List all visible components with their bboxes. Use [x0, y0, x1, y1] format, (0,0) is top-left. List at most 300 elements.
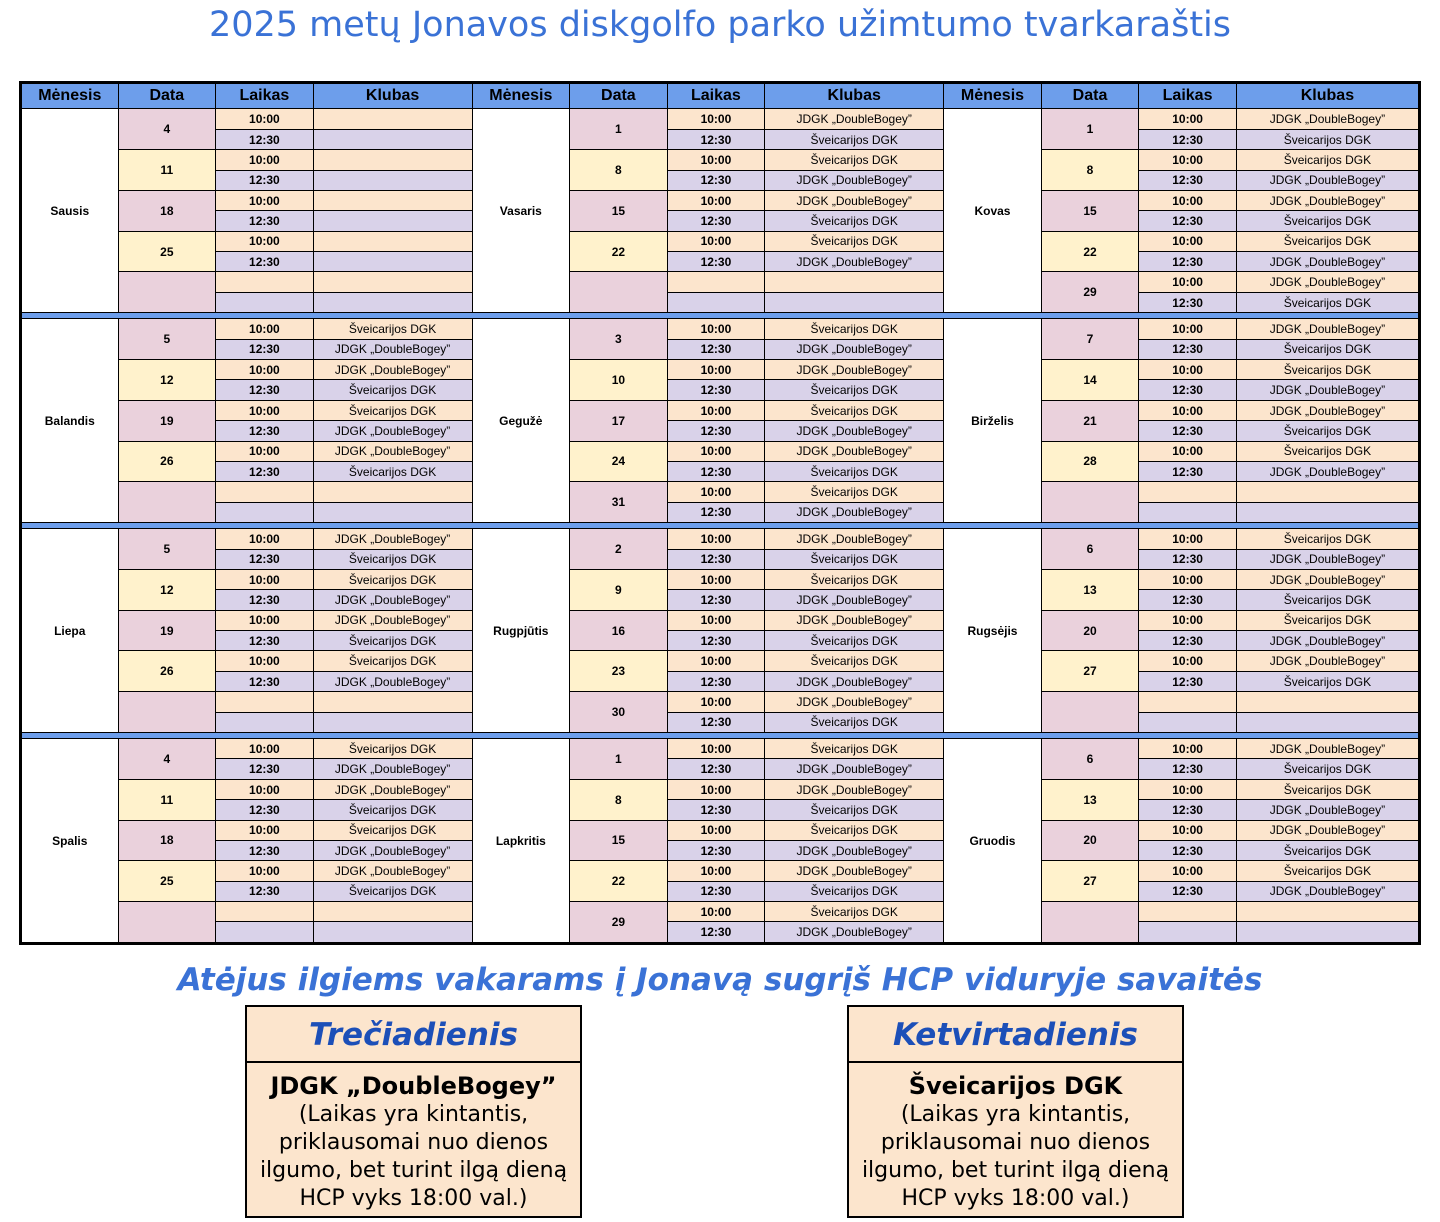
club-cell [1236, 922, 1419, 944]
club-cell: JDGK „DoubleBogey” [1236, 170, 1419, 190]
club-cell: Šveicarijos DGK [765, 820, 944, 840]
club-cell: Šveicarijos DGK [765, 211, 944, 231]
time-cell: 12:30 [216, 800, 314, 820]
club-cell: Šveicarijos DGK [313, 549, 472, 569]
time-cell: 12:30 [667, 881, 765, 901]
time-cell: 12:30 [667, 840, 765, 860]
date-cell: 1 [570, 109, 668, 150]
time-cell: 10:00 [216, 441, 314, 461]
club-cell: JDGK „DoubleBogey” [765, 922, 944, 944]
table-row [21, 671, 1420, 691]
club-cell: JDGK „DoubleBogey” [313, 861, 472, 881]
time-cell: 10:00 [216, 360, 314, 380]
time-cell: 12:30 [1139, 840, 1237, 860]
table-row [21, 211, 1420, 231]
time-cell: 12:30 [667, 549, 765, 569]
time-cell: 10:00 [1139, 569, 1237, 589]
club-cell: JDGK „DoubleBogey” [313, 671, 472, 691]
time-cell: 10:00 [1139, 820, 1237, 840]
date-cell: 4 [118, 739, 216, 780]
club-cell: Šveicarijos DGK [765, 712, 944, 732]
date-cell: 2 [570, 529, 668, 570]
time-cell: 10:00 [1139, 231, 1237, 251]
club-cell [313, 922, 472, 944]
month-cell: Gegužė [472, 319, 570, 523]
table-row [21, 380, 1420, 400]
table-row [21, 502, 1420, 522]
date-cell: 12 [118, 569, 216, 610]
thursday-box [847, 1005, 1184, 1218]
time-cell: 12:30 [667, 671, 765, 691]
header-club: Klubas [765, 83, 944, 109]
club-cell [1236, 712, 1419, 732]
club-cell: JDGK „DoubleBogey” [1236, 319, 1419, 339]
club-cell: Šveicarijos DGK [1236, 529, 1419, 549]
thursday-title: Ketvirtadienis [849, 1007, 1182, 1063]
date-cell [118, 272, 216, 313]
table-row [21, 840, 1420, 860]
time-cell [216, 482, 314, 502]
date-cell: 25 [118, 861, 216, 902]
club-cell: JDGK „DoubleBogey” [313, 529, 472, 549]
month-cell: Kovas [944, 109, 1042, 313]
time-cell: 10:00 [216, 190, 314, 210]
club-cell: JDGK „DoubleBogey” [1236, 109, 1419, 129]
time-cell: 10:00 [216, 739, 314, 759]
date-cell: 22 [1041, 231, 1139, 272]
table-row [21, 441, 1420, 461]
date-cell: 24 [570, 441, 668, 482]
time-cell: 12:30 [216, 421, 314, 441]
club-cell: JDGK „DoubleBogey” [765, 109, 944, 129]
time-cell [216, 502, 314, 522]
club-cell [313, 129, 472, 149]
time-cell: 12:30 [1139, 129, 1237, 149]
table-row [21, 319, 1420, 339]
time-cell: 12:30 [216, 380, 314, 400]
club-cell [313, 231, 472, 251]
club-cell: Šveicarijos DGK [765, 569, 944, 589]
table-row [21, 482, 1420, 502]
club-cell [765, 292, 944, 312]
time-cell: 10:00 [216, 319, 314, 339]
date-cell: 29 [1041, 272, 1139, 313]
club-cell: Šveicarijos DGK [765, 150, 944, 170]
date-cell: 27 [1041, 651, 1139, 692]
time-cell [667, 272, 765, 292]
header-date: Data [1041, 83, 1139, 109]
time-cell [667, 292, 765, 312]
date-cell [1041, 482, 1139, 523]
date-cell: 10 [570, 360, 668, 401]
date-cell: 19 [118, 610, 216, 651]
club-cell [313, 692, 472, 712]
time-cell: 12:30 [1139, 800, 1237, 820]
table-row [21, 861, 1420, 881]
time-cell: 12:30 [216, 252, 314, 272]
date-cell: 7 [1041, 319, 1139, 360]
club-cell: JDGK „DoubleBogey” [765, 360, 944, 380]
date-cell: 28 [1041, 441, 1139, 482]
time-cell: 10:00 [667, 441, 765, 461]
club-cell: JDGK „DoubleBogey” [1236, 569, 1419, 589]
club-cell: Šveicarijos DGK [1236, 759, 1419, 779]
time-cell: 12:30 [1139, 590, 1237, 610]
table-row [21, 461, 1420, 481]
time-cell: 12:30 [667, 421, 765, 441]
club-cell [313, 211, 472, 231]
club-cell: Šveicarijos DGK [1236, 150, 1419, 170]
time-cell: 12:30 [667, 211, 765, 231]
time-cell: 10:00 [1139, 529, 1237, 549]
time-cell: 12:30 [216, 211, 314, 231]
club-cell: JDGK „DoubleBogey” [765, 529, 944, 549]
date-cell [1041, 902, 1139, 944]
club-cell: Šveicarijos DGK [1236, 779, 1419, 799]
club-cell [313, 482, 472, 502]
time-cell: 10:00 [1139, 360, 1237, 380]
time-cell: 10:00 [216, 651, 314, 671]
time-cell: 12:30 [667, 712, 765, 732]
time-cell: 12:30 [216, 170, 314, 190]
time-cell [216, 692, 314, 712]
table-row [21, 292, 1420, 312]
club-cell: Šveicarijos DGK [313, 400, 472, 420]
time-cell: 10:00 [216, 109, 314, 129]
club-cell: JDGK „DoubleBogey” [1236, 631, 1419, 651]
club-cell: Šveicarijos DGK [765, 549, 944, 569]
time-cell: 10:00 [667, 150, 765, 170]
time-cell: 12:30 [667, 759, 765, 779]
table-row [21, 150, 1420, 170]
club-cell: Šveicarijos DGK [313, 820, 472, 840]
club-cell: JDGK „DoubleBogey” [765, 759, 944, 779]
table-row [21, 800, 1420, 820]
club-cell: JDGK „DoubleBogey” [313, 339, 472, 359]
date-cell: 27 [1041, 861, 1139, 902]
club-cell: Šveicarijos DGK [1236, 231, 1419, 251]
month-cell: Lapkritis [472, 739, 570, 944]
time-cell: 10:00 [667, 739, 765, 759]
table-row [21, 549, 1420, 569]
club-cell: JDGK „DoubleBogey” [1236, 651, 1419, 671]
table-row [21, 109, 1420, 129]
time-cell: 12:30 [216, 840, 314, 860]
time-cell: 12:30 [216, 759, 314, 779]
club-cell: JDGK „DoubleBogey” [765, 170, 944, 190]
club-cell: Šveicarijos DGK [313, 461, 472, 481]
table-header-row [21, 83, 1420, 109]
time-cell [1139, 692, 1237, 712]
header-month: Mėnesis [472, 83, 570, 109]
club-cell: JDGK „DoubleBogey” [765, 692, 944, 712]
time-cell: 12:30 [1139, 252, 1237, 272]
club-cell: JDGK „DoubleBogey” [1236, 820, 1419, 840]
time-cell: 10:00 [667, 861, 765, 881]
club-cell: Šveicarijos DGK [313, 319, 472, 339]
time-cell: 10:00 [1139, 400, 1237, 420]
table-row [21, 129, 1420, 149]
date-cell: 5 [118, 319, 216, 360]
date-cell: 30 [570, 692, 668, 733]
club-cell [313, 190, 472, 210]
club-cell: JDGK „DoubleBogey” [1236, 549, 1419, 569]
time-cell: 10:00 [667, 692, 765, 712]
table-row [21, 272, 1420, 292]
club-cell: Šveicarijos DGK [765, 881, 944, 901]
thursday-club: Šveicarijos DGK [908, 1072, 1123, 1100]
table-row [21, 922, 1420, 944]
club-cell: Šveicarijos DGK [1236, 861, 1419, 881]
time-cell: 12:30 [667, 631, 765, 651]
time-cell: 10:00 [1139, 272, 1237, 292]
time-cell [1139, 712, 1237, 732]
date-cell: 31 [570, 482, 668, 523]
club-cell: JDGK „DoubleBogey” [765, 190, 944, 210]
club-cell: Šveicarijos DGK [313, 569, 472, 589]
date-cell: 6 [1041, 739, 1139, 780]
time-cell: 12:30 [667, 252, 765, 272]
time-cell: 10:00 [1139, 610, 1237, 630]
time-cell: 10:00 [1139, 190, 1237, 210]
club-cell: Šveicarijos DGK [1236, 339, 1419, 359]
header-time: Laikas [1139, 83, 1237, 109]
club-cell [313, 712, 472, 732]
time-cell: 12:30 [1139, 759, 1237, 779]
club-cell: Šveicarijos DGK [313, 631, 472, 651]
time-cell: 12:30 [667, 590, 765, 610]
time-cell: 12:30 [1139, 549, 1237, 569]
club-cell: JDGK „DoubleBogey” [313, 779, 472, 799]
club-cell [313, 170, 472, 190]
month-cell: Rugpjūtis [472, 529, 570, 733]
time-cell: 12:30 [216, 590, 314, 610]
time-cell: 12:30 [1139, 170, 1237, 190]
time-cell: 10:00 [1139, 150, 1237, 170]
hcp-note: Atėjus ilgiems vakarams į Jonavą sugrįš HCP viduryje savaitės [177, 962, 1263, 998]
club-cell: JDGK „DoubleBogey” [765, 421, 944, 441]
date-cell: 20 [1041, 820, 1139, 861]
time-cell: 12:30 [1139, 421, 1237, 441]
club-cell: JDGK „DoubleBogey” [1236, 881, 1419, 901]
time-cell [216, 272, 314, 292]
time-cell [1139, 922, 1237, 944]
time-cell: 12:30 [1139, 671, 1237, 691]
time-cell: 10:00 [667, 902, 765, 922]
club-cell: JDGK „DoubleBogey” [765, 441, 944, 461]
date-cell: 8 [570, 150, 668, 191]
time-cell: 10:00 [667, 569, 765, 589]
club-cell: Šveicarijos DGK [313, 651, 472, 671]
date-cell: 13 [1041, 569, 1139, 610]
table-row [21, 610, 1420, 630]
club-cell: JDGK „DoubleBogey” [313, 610, 472, 630]
club-cell: Šveicarijos DGK [765, 380, 944, 400]
time-cell: 12:30 [216, 129, 314, 149]
time-cell: 10:00 [667, 319, 765, 339]
time-cell: 10:00 [1139, 441, 1237, 461]
date-cell [1041, 692, 1139, 733]
club-cell: JDGK „DoubleBogey” [1236, 461, 1419, 481]
table-row [21, 421, 1420, 441]
header-month: Mėnesis [944, 83, 1042, 109]
time-cell: 12:30 [1139, 881, 1237, 901]
month-cell: Spalis [21, 739, 119, 944]
date-cell: 13 [1041, 779, 1139, 820]
table-row [21, 339, 1420, 359]
club-cell: JDGK „DoubleBogey” [765, 779, 944, 799]
time-cell [216, 712, 314, 732]
header-club: Klubas [313, 83, 472, 109]
table-row [21, 692, 1420, 712]
club-cell [1236, 692, 1419, 712]
date-cell: 15 [570, 190, 668, 231]
time-cell: 12:30 [216, 461, 314, 481]
time-cell: 12:30 [667, 170, 765, 190]
date-cell: 19 [118, 400, 216, 441]
time-cell [1139, 482, 1237, 502]
date-cell [118, 692, 216, 733]
club-cell: JDGK „DoubleBogey” [1236, 739, 1419, 759]
month-cell: Vasaris [472, 109, 570, 313]
table-row [21, 779, 1420, 799]
time-cell: 10:00 [216, 779, 314, 799]
club-cell [765, 272, 944, 292]
table-row [21, 881, 1420, 901]
date-cell: 26 [118, 651, 216, 692]
time-cell: 10:00 [667, 400, 765, 420]
time-cell: 12:30 [1139, 631, 1237, 651]
club-cell: Šveicarijos DGK [765, 319, 944, 339]
time-cell: 10:00 [1139, 319, 1237, 339]
club-cell: Šveicarijos DGK [765, 631, 944, 651]
time-cell: 10:00 [667, 109, 765, 129]
club-cell: JDGK „DoubleBogey” [765, 671, 944, 691]
time-cell: 10:00 [216, 820, 314, 840]
date-cell [570, 272, 668, 313]
club-cell: JDGK „DoubleBogey” [765, 339, 944, 359]
date-cell: 4 [118, 109, 216, 150]
date-cell: 17 [570, 400, 668, 441]
date-cell: 22 [570, 231, 668, 272]
club-cell: JDGK „DoubleBogey” [313, 840, 472, 860]
club-cell: Šveicarijos DGK [765, 902, 944, 922]
month-cell: Balandis [21, 319, 119, 523]
table-row [21, 360, 1420, 380]
time-cell: 10:00 [216, 231, 314, 251]
table-row [21, 529, 1420, 549]
time-cell: 10:00 [667, 779, 765, 799]
date-cell [118, 482, 216, 523]
club-cell: JDGK „DoubleBogey” [1236, 400, 1419, 420]
time-cell: 10:00 [1139, 861, 1237, 881]
club-cell: Šveicarijos DGK [1236, 421, 1419, 441]
page-title: 2025 metų Jonavos diskgolfo parko užimtumo tvarkaraštis [208, 5, 1232, 45]
club-cell: Šveicarijos DGK [765, 400, 944, 420]
time-cell: 10:00 [667, 360, 765, 380]
club-cell: JDGK „DoubleBogey” [1236, 800, 1419, 820]
header-club: Klubas [1236, 83, 1419, 109]
table-row [21, 190, 1420, 210]
time-cell: 10:00 [216, 529, 314, 549]
club-cell: Šveicarijos DGK [1236, 610, 1419, 630]
wednesday-club: JDGK „DoubleBogey” [270, 1072, 557, 1100]
time-cell: 10:00 [216, 610, 314, 630]
header-date: Data [570, 83, 668, 109]
time-cell: 10:00 [1139, 109, 1237, 129]
club-cell: JDGK „DoubleBogey” [1236, 380, 1419, 400]
date-cell: 25 [118, 231, 216, 272]
month-cell: Gruodis [944, 739, 1042, 944]
club-cell: Šveicarijos DGK [765, 739, 944, 759]
club-cell: Šveicarijos DGK [765, 651, 944, 671]
club-cell: JDGK „DoubleBogey” [1236, 190, 1419, 210]
date-cell: 1 [1041, 109, 1139, 150]
club-cell [313, 252, 472, 272]
table-row [21, 400, 1420, 420]
date-cell: 8 [1041, 150, 1139, 191]
club-cell: Šveicarijos DGK [313, 800, 472, 820]
date-cell: 23 [570, 651, 668, 692]
header-time: Laikas [216, 83, 314, 109]
table-row [21, 631, 1420, 651]
time-cell: 10:00 [1139, 739, 1237, 759]
time-cell: 12:30 [667, 129, 765, 149]
date-cell: 6 [1041, 529, 1139, 570]
time-cell: 10:00 [667, 820, 765, 840]
month-cell: Birželis [944, 319, 1042, 523]
date-cell: 18 [118, 820, 216, 861]
club-cell: JDGK „DoubleBogey” [1236, 272, 1419, 292]
date-cell: 5 [118, 529, 216, 570]
date-cell: 29 [570, 902, 668, 944]
time-cell: 12:30 [1139, 380, 1237, 400]
date-cell: 15 [570, 820, 668, 861]
club-cell [313, 150, 472, 170]
club-cell [313, 502, 472, 522]
table-row [21, 231, 1420, 251]
table-row [21, 590, 1420, 610]
table-row [21, 759, 1420, 779]
club-cell: Šveicarijos DGK [1236, 292, 1419, 312]
date-cell: 8 [570, 779, 668, 820]
time-cell [216, 292, 314, 312]
club-cell: JDGK „DoubleBogey” [313, 421, 472, 441]
club-cell: Šveicarijos DGK [765, 461, 944, 481]
date-cell: 22 [570, 861, 668, 902]
date-cell: 1 [570, 739, 668, 780]
time-cell: 10:00 [1139, 779, 1237, 799]
month-cell: Rugsėjis [944, 529, 1042, 733]
time-cell: 12:30 [1139, 339, 1237, 359]
time-cell: 12:30 [667, 922, 765, 944]
time-cell: 12:30 [216, 671, 314, 691]
wednesday-box [245, 1005, 582, 1218]
time-cell: 10:00 [216, 569, 314, 589]
club-cell: Šveicarijos DGK [765, 800, 944, 820]
table-row [21, 651, 1420, 671]
table-row [21, 712, 1420, 732]
table-row [21, 902, 1420, 922]
thursday-note: (Laikas yra kintantis, priklausomai nuo dienos ilgumo, bet turint ilgą dieną HCP vyks 18:00 val.) [861, 1102, 1170, 1211]
club-cell: Šveicarijos DGK [765, 129, 944, 149]
club-cell [313, 292, 472, 312]
table-row [21, 569, 1420, 589]
club-cell: Šveicarijos DGK [765, 482, 944, 502]
time-cell: 10:00 [667, 651, 765, 671]
time-cell: 12:30 [667, 800, 765, 820]
time-cell: 12:30 [667, 339, 765, 359]
